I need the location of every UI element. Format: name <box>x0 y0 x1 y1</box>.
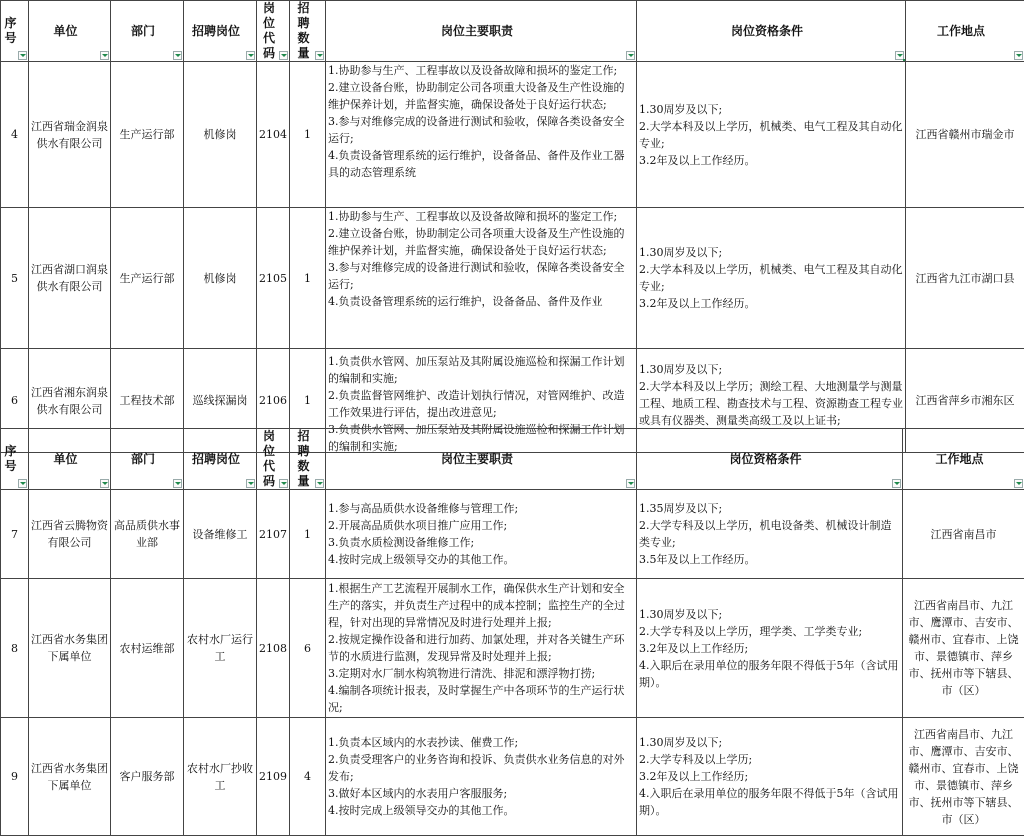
duty-item: 3.负责水质检测设备维修工作; <box>328 534 634 551</box>
cell-requirements[interactable] <box>637 62 906 208</box>
filter-dropdown-icon[interactable] <box>892 479 901 488</box>
cell-dept[interactable]: 农村运维部 <box>111 579 184 718</box>
cell-unit[interactable]: 江西省水务集团下属单位 <box>29 579 111 718</box>
cell-location[interactable]: 江西省南昌市 <box>903 490 1024 579</box>
cell-count[interactable]: 6 <box>290 579 326 718</box>
cell-location[interactable]: 江西省南昌市、九江市、鹰潭市、吉安市、赣州市、宜春市、上饶市、景德镇市、萍乡市、抚州市等下辖县、市（区） <box>903 579 1024 718</box>
duty-item: 2.建立设备台账，协助制定公司各项重大设备及生产性设施的维护保养计划，并监督实施，确保设备处于良好运行状态; <box>328 79 634 113</box>
requirement-item: 2.大学专科及以上学历; <box>639 751 900 768</box>
cell-duties[interactable] <box>326 62 637 208</box>
cell-count[interactable]: 1 <box>290 349 326 453</box>
filter-dropdown-icon[interactable] <box>18 479 27 488</box>
requirement-item: 1.30周岁及以下; <box>639 361 903 378</box>
cell-code[interactable]: 2105 <box>257 208 290 349</box>
requirement-item: 4.入职后在录用单位的服务年限不得低于5年（含试用期）。 <box>639 657 900 691</box>
cell-code[interactable]: 2107 <box>257 490 290 579</box>
filter-dropdown-icon[interactable] <box>100 51 109 60</box>
header-requirements: 岗位资格条件 <box>637 1 906 62</box>
filter-dropdown-icon[interactable] <box>246 479 255 488</box>
filter-dropdown-icon[interactable] <box>246 51 255 60</box>
header-seq: 序号 <box>1 429 29 490</box>
duty-item: 3.定期对水厂制水构筑物进行清洗、排泥和漂浮物打捞; <box>328 665 634 682</box>
requirement-item: 1.30周岁及以下; <box>639 734 900 751</box>
cell-seq[interactable]: 5 <box>1 208 29 349</box>
duty-item: 3.做好本区域内的水表用户客服服务; <box>328 785 634 802</box>
filter-dropdown-icon[interactable] <box>173 479 182 488</box>
header-dept: 部门 <box>111 1 184 62</box>
cell-seq[interactable]: 9 <box>1 718 29 836</box>
filter-dropdown-icon[interactable] <box>626 51 635 60</box>
header-seq: 序号 <box>1 1 29 62</box>
requirement-item: 1.30周岁及以下; <box>639 244 903 261</box>
duty-item: 1.负责本区域内的水表抄读、催费工作; <box>328 734 634 751</box>
cell-duties[interactable] <box>326 490 637 579</box>
duty-item: 2.开展高品质供水项目推广应用工作; <box>328 517 634 534</box>
cell-code[interactable]: 2109 <box>257 718 290 836</box>
cell-requirements[interactable] <box>637 579 903 718</box>
cell-dept[interactable]: 工程技术部 <box>111 349 184 453</box>
cell-code[interactable]: 2104 <box>257 62 290 208</box>
duty-item: 1.协助参与生产、工程事故以及设备故障和损坏的鉴定工作; <box>328 208 634 225</box>
header-location: 工作地点 <box>903 429 1024 490</box>
filter-dropdown-icon[interactable] <box>100 479 109 488</box>
cell-location[interactable]: 江西省萍乡市湘东区 <box>906 349 1024 453</box>
filter-dropdown-icon[interactable] <box>279 479 288 488</box>
requirement-item: 2.大学本科及以上学历；测绘工程、大地测量学与测量工程、地质工程、勘查技术与工程、资源勘查工程专业或具有仪器类、测量类高级工及以上证书; <box>639 378 903 429</box>
duty-item: 4.编制各项统计报表，及时掌握生产中各项环节的生产运行状况; <box>328 682 634 716</box>
header-count: 招聘数量 <box>290 429 326 490</box>
cell-seq[interactable]: 8 <box>1 579 29 718</box>
table-row[interactable] <box>1 579 1024 718</box>
header-duties: 岗位主要职责 <box>326 1 637 62</box>
cell-unit[interactable]: 江西省水务集团下属单位 <box>29 718 111 836</box>
cell-count[interactable]: 1 <box>290 490 326 579</box>
cell-dept[interactable]: 客户服务部 <box>111 718 184 836</box>
cell-duties[interactable] <box>326 579 637 718</box>
requirement-item: 2.大学本科及以上学历，机械类、电气工程及其自动化专业; <box>639 118 903 152</box>
cell-location[interactable]: 江西省九江市湖口县 <box>906 208 1024 349</box>
requirement-item: 1.30周岁及以下; <box>639 606 900 623</box>
cell-position[interactable]: 巡线探漏岗 <box>184 349 257 453</box>
cell-seq[interactable]: 6 <box>1 349 29 453</box>
requirement-item: 3.2年及以上工作经历; <box>639 768 900 785</box>
cell-requirements[interactable] <box>637 208 906 349</box>
requirement-item: 2.大学专科及以上学历，机电设备类、机械设计制造类专业; <box>639 517 900 551</box>
table-row[interactable] <box>1 490 1024 579</box>
cell-dept[interactable]: 高品质供水事业部 <box>111 490 184 579</box>
sheet-bottom <box>0 428 1024 810</box>
filter-dropdown-icon[interactable] <box>279 51 288 60</box>
header-dept: 部门 <box>111 429 184 490</box>
requirement-item: 1.30周岁及以下; <box>639 101 903 118</box>
cell-count[interactable]: 1 <box>290 208 326 349</box>
duties-list <box>328 580 634 716</box>
cell-unit[interactable]: 江西省云腾物资有限公司 <box>29 490 111 579</box>
cell-location[interactable]: 江西省南昌市、九江市、鹰潭市、吉安市、赣州市、宜春市、上饶市、景德镇市、萍乡市、抚州市等下辖县、市（区） <box>903 718 1024 836</box>
cell-requirements[interactable] <box>637 490 903 579</box>
cell-count[interactable]: 1 <box>290 62 326 208</box>
cell-location[interactable]: 江西省赣州市瑞金市 <box>906 62 1024 208</box>
cell-dept[interactable]: 生产运行部 <box>111 208 184 349</box>
cell-requirements[interactable] <box>637 718 903 836</box>
header-count: 招聘数量 <box>290 1 326 62</box>
header-code: 岗位代码 <box>257 429 290 490</box>
header-unit: 单位 <box>29 429 111 490</box>
filter-dropdown-icon[interactable] <box>173 51 182 60</box>
table-row[interactable] <box>1 208 1024 349</box>
table-row[interactable] <box>1 718 1024 836</box>
requirement-item: 2.大学专科及以上学历，理学类、工学类专业; <box>639 623 900 640</box>
cell-position[interactable]: 农村水厂运行工 <box>184 579 257 718</box>
cell-unit[interactable]: 江西省湘东润泉供水有限公司 <box>29 349 111 453</box>
cell-unit[interactable]: 江西省湖口润泉供水有限公司 <box>29 208 111 349</box>
filter-dropdown-icon[interactable] <box>1014 479 1023 488</box>
header-unit: 单位 <box>29 1 111 62</box>
duty-item: 1.协助参与生产、工程事故以及设备故障和损坏的鉴定工作; <box>328 62 634 79</box>
filter-dropdown-icon[interactable] <box>315 51 324 60</box>
duty-item: 2.建立设备台账，协助制定公司各项重大设备及生产性设施的维护保养计划，并监督实施，确保设备处于良好运行状态; <box>328 225 634 259</box>
cell-dept[interactable]: 生产运行部 <box>111 62 184 208</box>
requirement-item: 2.大学本科及以上学历，机械类、电气工程及其自动化专业; <box>639 261 903 295</box>
duty-item: 1.参与高品质供水设备维修与管理工作; <box>328 500 634 517</box>
filter-dropdown-icon[interactable] <box>18 51 27 60</box>
header-row <box>1 429 1024 490</box>
duty-item: 2.负责监督管网维护、改造计划执行情况，对管网维护、改造工作效果进行评估，提出改进意见; <box>328 387 634 421</box>
requirement-item: 4.入职后在录用单位的服务年限不得低于5年（含试用期）。 <box>639 785 900 819</box>
cell-seq[interactable]: 7 <box>1 490 29 579</box>
cell-position[interactable]: 机修岗 <box>184 62 257 208</box>
cell-code[interactable]: 2108 <box>257 579 290 718</box>
header-position: 招聘岗位 <box>184 429 257 490</box>
duty-item: 4.按时完成上级领导交办的其他工作。 <box>328 551 634 568</box>
cell-duties[interactable] <box>326 718 637 836</box>
header-requirements: 岗位资格条件 <box>637 429 903 490</box>
cell-seq[interactable]: 4 <box>1 62 29 208</box>
duty-item: 1.根据生产工艺流程开展制水工作，确保供水生产计划和安全生产的落实，并负责生产过程中的成本控制；监控生产的全过程，针对出现的异常情况及时进行处理并上报; <box>328 580 634 631</box>
requirement-item: 3.2年及以上工作经历。 <box>639 152 903 169</box>
cell-position[interactable]: 设备维修工 <box>184 490 257 579</box>
header-duties: 岗位主要职责 <box>326 429 637 490</box>
cell-position[interactable]: 农村水厂抄收工 <box>184 718 257 836</box>
filter-dropdown-icon[interactable] <box>315 479 324 488</box>
duty-item: 4.负责设备管理系统的运行维护，设备备品、备件及作业工器具的动态管理系统 <box>328 147 634 181</box>
cell-count[interactable]: 4 <box>290 718 326 836</box>
recruitment-table-bottom <box>0 428 1024 836</box>
filter-dropdown-icon[interactable] <box>1014 51 1023 60</box>
requirement-item: 3.5年及以上工作经历。 <box>639 551 900 568</box>
duties-list <box>328 208 634 348</box>
duty-item: 1.负责供水管网、加压泵站及其附属设施巡检和探漏工作计划的编制和实施; <box>328 353 634 387</box>
header-code: 岗位代码 <box>257 1 290 62</box>
cell-unit[interactable]: 江西省瑞金润泉供水有限公司 <box>29 62 111 208</box>
duty-item: 3.负责供水管网、加压泵站及其附属设施巡检和探漏工作计划的编制和实施; <box>328 421 634 452</box>
cell-code[interactable]: 2106 <box>257 349 290 453</box>
cell-position[interactable]: 机修岗 <box>184 208 257 349</box>
duty-item: 3.参与对维修完成的设备进行测试和验收，保障各类设备安全运行; <box>328 259 634 293</box>
requirement-item: 3.2年及以上工作经历; <box>639 640 900 657</box>
duty-item: 3.参与对维修完成的设备进行测试和验收，保障各类设备安全运行; <box>328 113 634 147</box>
header-location: 工作地点 <box>906 1 1024 62</box>
requirement-item: 1.35周岁及以下; <box>639 500 900 517</box>
duty-item: 4.负责设备管理系统的运行维护，设备备品、备件及作业 <box>328 293 634 310</box>
duties-list <box>328 62 634 207</box>
requirement-item: 3.2年及以上工作经历。 <box>639 295 903 312</box>
duty-item: 2.负责受理客户的业务咨询和投诉、负责供水业务信息的对外发布; <box>328 751 634 785</box>
table-row[interactable] <box>1 62 1024 208</box>
cell-duties[interactable] <box>326 208 637 349</box>
header-position: 招聘岗位 <box>184 1 257 62</box>
filter-dropdown-icon[interactable] <box>626 479 635 488</box>
duty-item: 4.按时完成上级领导交办的其他工作。 <box>328 802 634 819</box>
duty-item: 2.按规定操作设备和进行加药、加氯处理，并对各关键生产环节的水质进行监测，发现异常及时处理并上报; <box>328 631 634 665</box>
header-row <box>1 1 1024 62</box>
